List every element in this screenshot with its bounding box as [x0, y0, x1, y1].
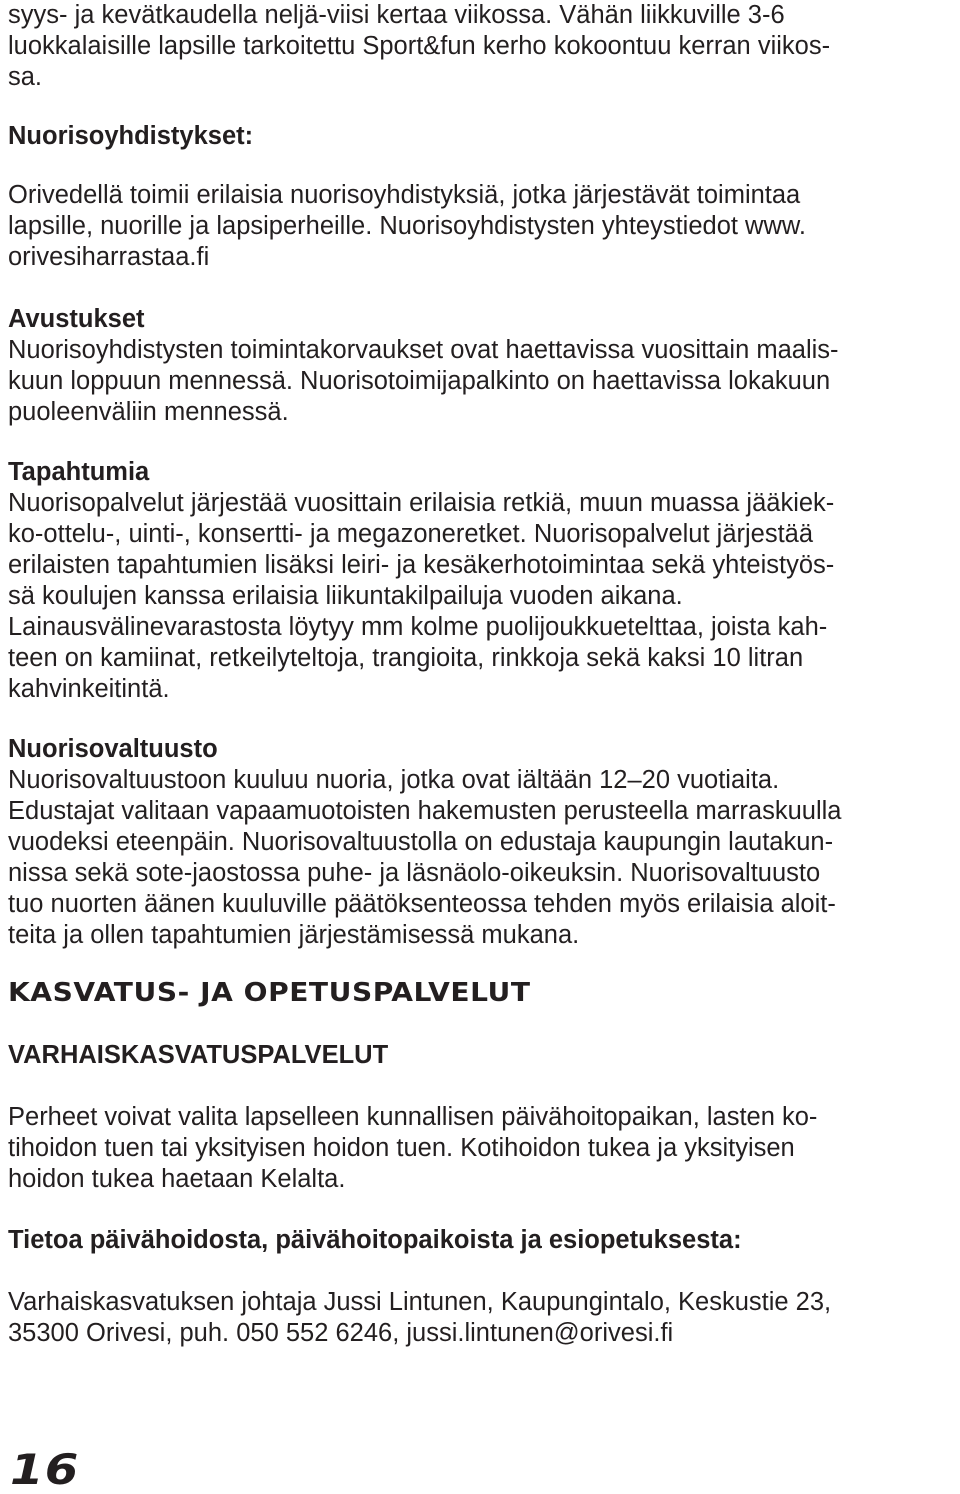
varhaiskasvatus-line: Perheet voivat valita lapselleen kunnallisen päivähoitopaikan, lasten ko- [8, 1103, 818, 1131]
tietoa-line: 35300 Orivesi, puh. 050 552 6246, jussi.lintunen@orivesi.fi [8, 1319, 674, 1347]
nuorisovaltuusto-line: Edustajat valitaan vapaamuotoisten hakemusten perusteella marraskuulla [8, 797, 842, 825]
tapahtumia-line: Lainausvälinevarastosta löytyy mm kolme puolijoukkuetelttaa, joista kah- [8, 613, 828, 641]
varhaiskasvatus-line: tihoidon tuen tai yksityisen hoidon tuen. Kotihoidon tukea ja yksityisen [8, 1134, 795, 1162]
tapahtumia-line: Nuorisopalvelut järjestää vuosittain erilaisia retkiä, muun muassa jääkiek- [8, 489, 835, 517]
page-number: 16 [10, 1445, 80, 1494]
tapahtumia-line: teen on kamiinat, retkeilyteltoja, trangioita, rinkkoja sekä kaksi 10 litran [8, 644, 804, 672]
tapahtumia-line: erilaisten tapahtumien lisäksi leiri- ja kesäkerhotoimintaa sekä yhteistyös- [8, 551, 835, 579]
nuorisoyhdistykset-line: Orivedellä toimii erilaisia nuorisoyhdistyksiä, jotka järjestävät toimintaa [8, 181, 801, 209]
tietoa-heading: Tietoa päivähoidosta, päivähoitopaikoista ja esiopetuksesta: [8, 1226, 742, 1254]
nuorisovaltuusto-heading: Nuorisovaltuusto [8, 735, 218, 763]
nuorisovaltuusto-line: tuo nuorten äänen kuuluville päätöksenteossa tehden myös erilaisia aloit- [8, 890, 836, 918]
tapahtumia-line: ko-ottelu-, uinti-, konsertti- ja megazoneretket. Nuorisopalvelut järjestää [8, 520, 814, 548]
nuorisoyhdistykset-heading: Nuorisoyhdistykset: [8, 122, 254, 150]
nuorisoyhdistykset-line: orivesiharrastaa.fi [8, 243, 210, 271]
varhaiskasvatus-line: hoidon tukea haetaan Kelalta. [8, 1165, 346, 1193]
tapahtumia-heading: Tapahtumia [8, 458, 150, 486]
avustukset-line: Nuorisoyhdistysten toimintakorvaukset ovat haettavissa vuosittain maalis- [8, 336, 839, 364]
tapahtumia-line: kahvinkeitintä. [8, 675, 170, 703]
tapahtumia-line: sä koulujen kanssa erilaisia liikuntakilpailuja vuoden aikana. [8, 582, 683, 610]
varhaiskasvatus-heading: VARHAISKASVATUSPALVELUT [8, 1041, 389, 1069]
avustukset-line: puoleenväliin mennessä. [8, 398, 289, 426]
nuorisovaltuusto-line: vuodeksi eteenpäin. Nuorisovaltuustolla on edustaja kaupungin lautakun- [8, 828, 834, 856]
nuorisovaltuusto-line: Nuorisovaltuustoon kuuluu nuoria, jotka ovat iältään 12–20 vuotiaita. [8, 766, 780, 794]
tietoa-line: Varhaiskasvatuksen johtaja Jussi Lintunen, Kaupungintalo, Keskustie 23, [8, 1288, 832, 1316]
intro-line: syys- ja kevätkaudella neljä-viisi kertaa viikossa. Vähän liikkuville 3-6 [8, 1, 785, 29]
intro-line: sa. [8, 63, 43, 91]
kasvatus-heading: KASVATUS- JA OPETUSPALVELUT [8, 978, 531, 1008]
avustukset-heading: Avustukset [8, 305, 145, 333]
intro-line: luokkalaisille lapsille tarkoitettu Sport&fun kerho kokoontuu kerran viikos- [8, 32, 831, 60]
nuorisovaltuusto-line: teita ja ollen tapahtumien järjestämisessä mukana. [8, 921, 580, 949]
avustukset-line: kuun loppuun mennessä. Nuorisotoimijapalkinto on haettavissa lokakuun [8, 367, 831, 395]
nuorisoyhdistykset-line: lapsille, nuorille ja lapsiperheille. Nuorisoyhdistysten yhteystiedot www. [8, 212, 806, 240]
nuorisovaltuusto-line: nissa sekä sote-jaostossa puhe- ja läsnäolo-oikeuksin. Nuorisovaltuusto [8, 859, 821, 887]
